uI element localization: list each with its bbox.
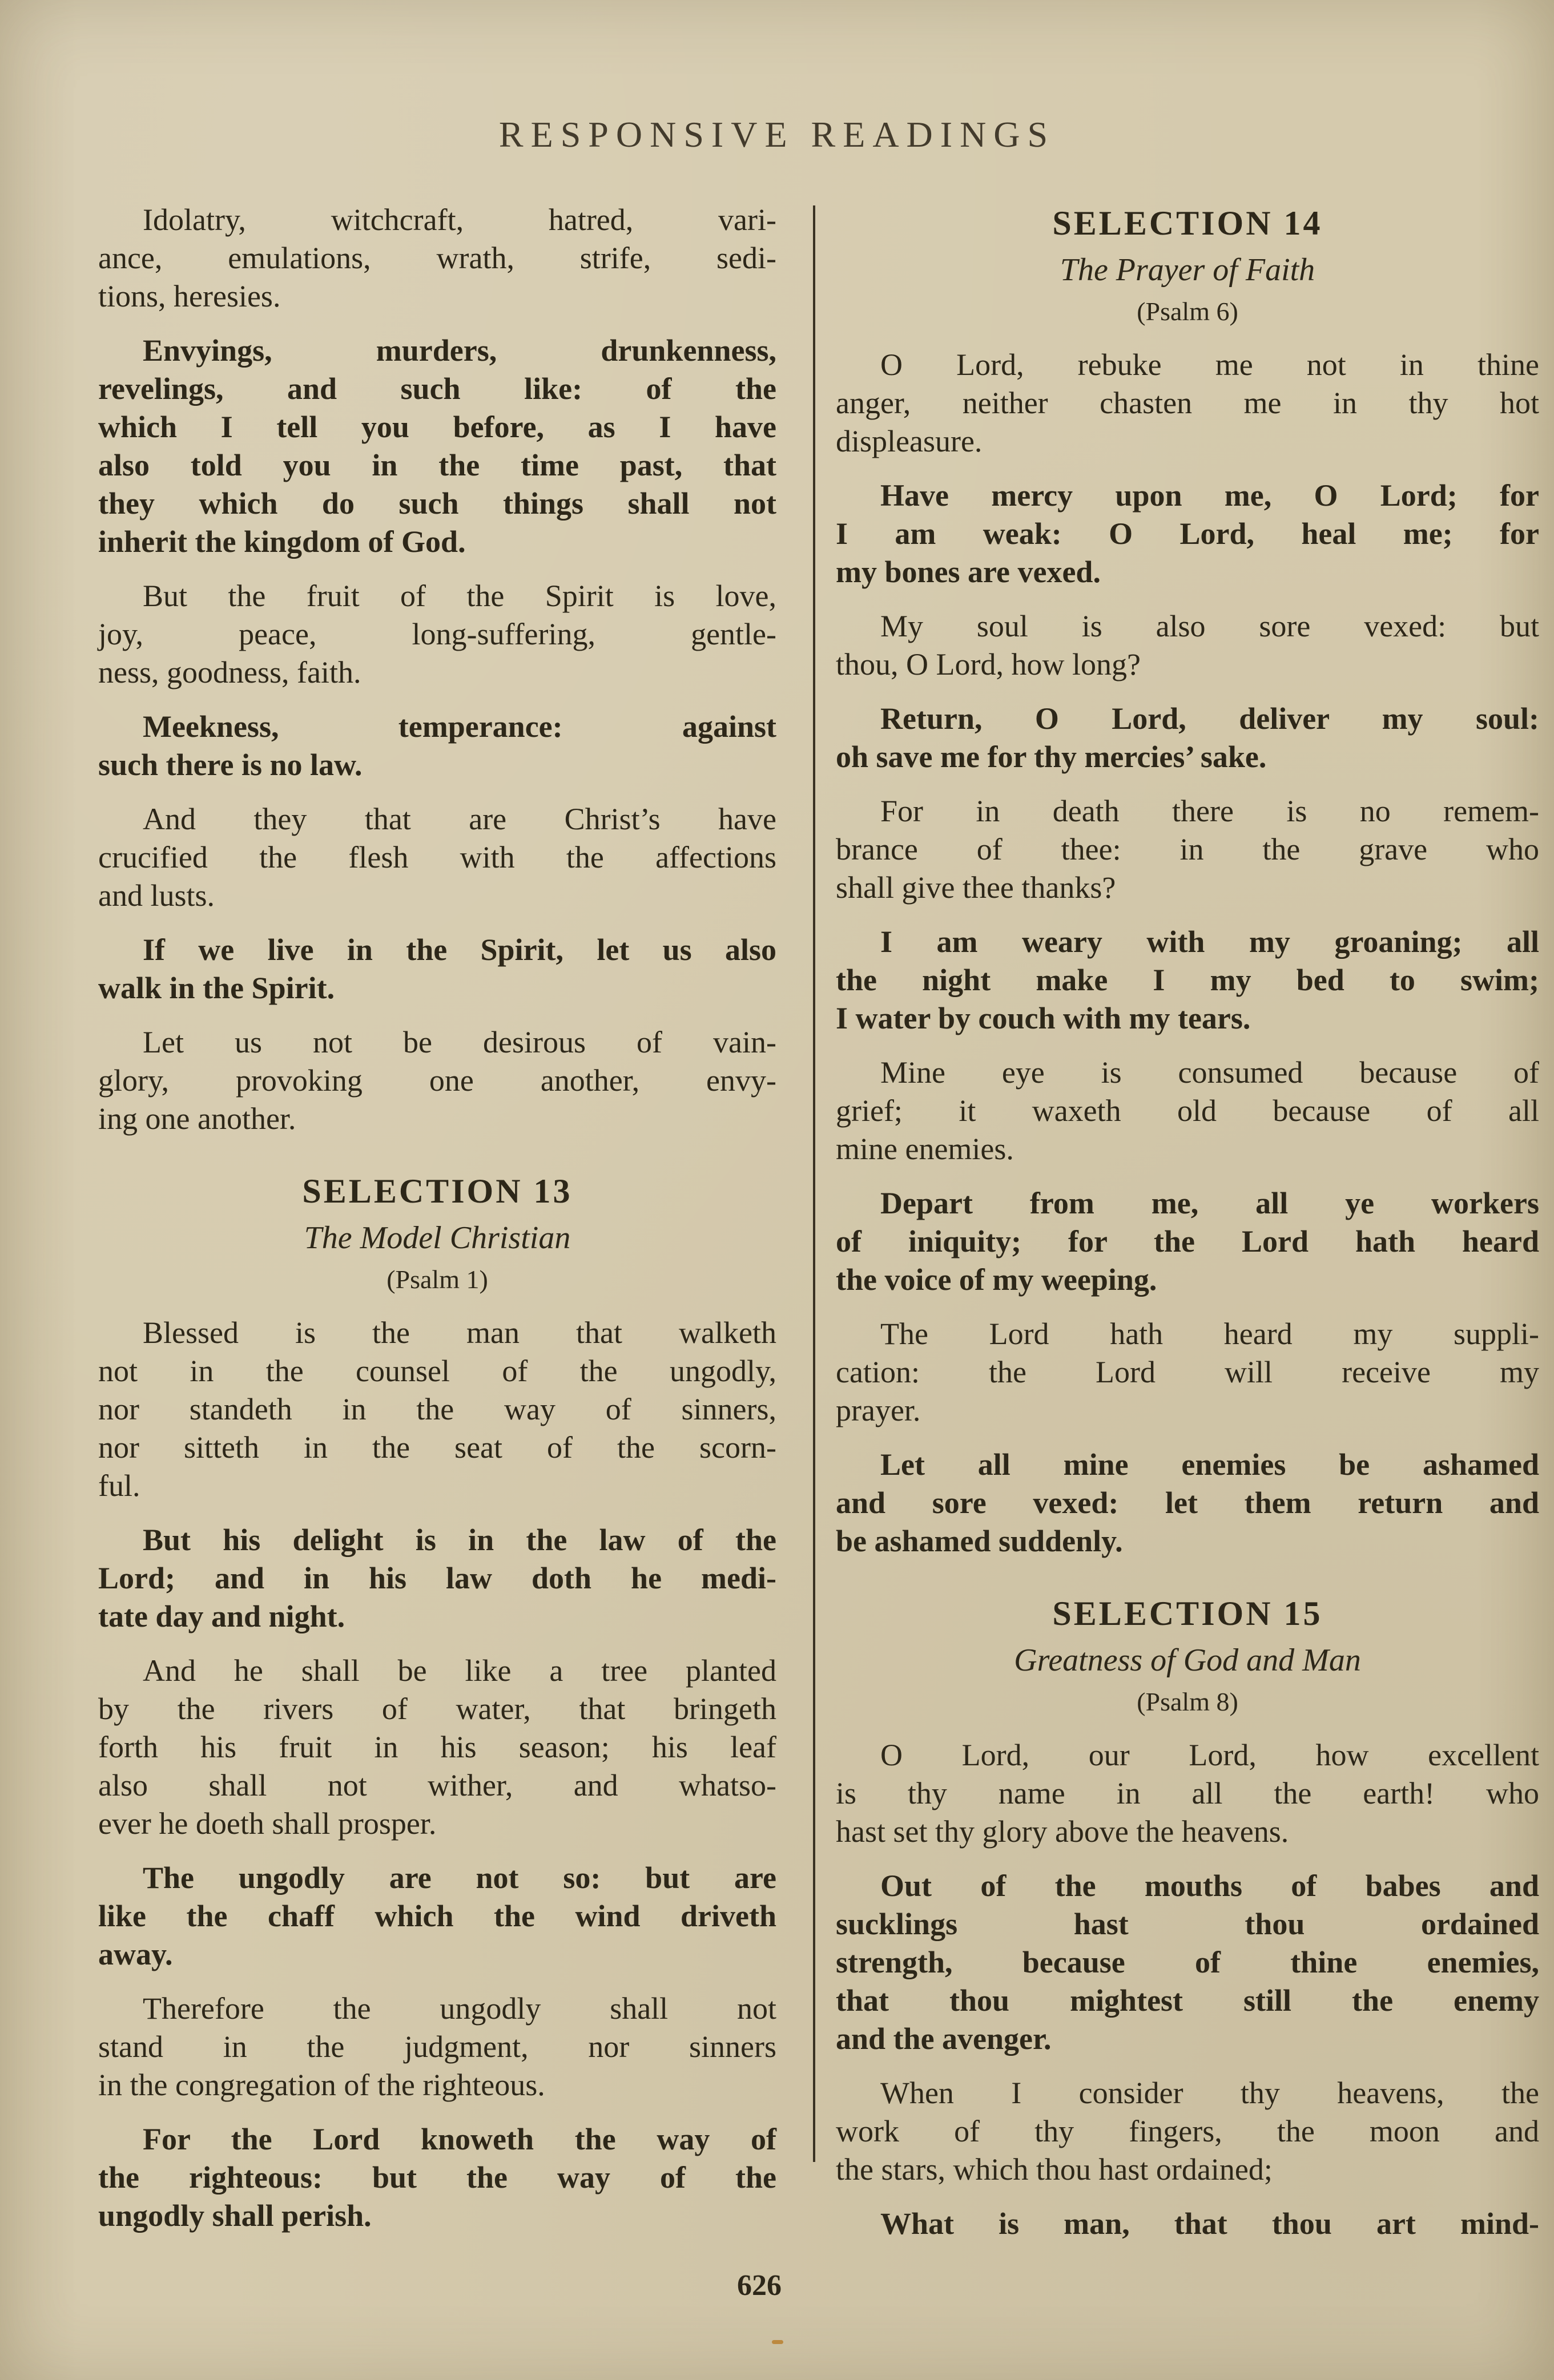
text-line: be ashamed suddenly.: [836, 1524, 1123, 1558]
scripture-paragraph: [98, 1023, 776, 1138]
text-line: that thou mightest still the enemy: [836, 1983, 1539, 2018]
page-number: 626: [737, 2269, 782, 2302]
scripture-paragraph: [836, 792, 1539, 907]
scripture-paragraph: [98, 1652, 776, 1843]
selection-title: The Prayer of Faith: [1060, 252, 1315, 288]
text-line: displeasure.: [836, 424, 983, 458]
scripture-paragraph: [836, 1054, 1539, 1168]
scripture-paragraph: [836, 607, 1539, 684]
text-line: like the chaff which the wind driveth: [98, 1899, 776, 1933]
psalm-ref: (Psalm 1): [387, 1265, 488, 1294]
text-line: the night make I my bed to swim;: [836, 963, 1539, 997]
scripture-paragraph: [98, 800, 776, 915]
scripture-paragraph: [836, 477, 1539, 591]
text-line: Have mercy upon me, O Lord; for: [880, 478, 1539, 513]
scripture-paragraph: [98, 2120, 776, 2235]
text-line: ful.: [98, 1469, 140, 1503]
selection-heading: SELECTION 15: [1052, 1595, 1323, 1632]
text-line: Therefore the ungodly shall not: [143, 1991, 776, 2026]
scripture-paragraph: [836, 1184, 1539, 1299]
text-line: grief; it waxeth old because of all: [836, 1094, 1539, 1128]
text-line: I am weak: O Lord, heal me; for: [836, 517, 1539, 551]
text-line: When I consider thy heavens, the: [880, 2076, 1539, 2110]
text-line: Envyings, murders, drunkenness,: [143, 333, 776, 368]
scripture-paragraph: [836, 1315, 1539, 1430]
text-line: And they that are Christ’s have: [143, 802, 776, 836]
text-line: nor standeth in the way of sinners,: [98, 1392, 776, 1426]
text-line: Meekness, temperance: against: [143, 709, 776, 744]
right-column: [836, 201, 1539, 2259]
scripture-paragraph: [98, 1859, 776, 1974]
text-line: they which do such things shall not: [98, 486, 776, 521]
scripture-paragraph: [98, 931, 776, 1007]
text-line: ness, goodness, faith.: [98, 655, 361, 689]
text-line: Mine eye is consumed because of: [880, 1055, 1539, 1090]
scripture-paragraph: [836, 1867, 1539, 2058]
scripture-paragraph: [98, 201, 776, 316]
text-line: What is man, that thou art mind-: [880, 2206, 1539, 2241]
scripture-paragraph: [836, 346, 1539, 461]
scripture-paragraph: [836, 2205, 1539, 2243]
psalm-ref: (Psalm 8): [1137, 1687, 1238, 1716]
selection-heading: SELECTION 13: [302, 1172, 573, 1210]
scripture-paragraph: [98, 577, 776, 692]
text-line: the voice of my weeping.: [836, 1262, 1157, 1297]
text-line: Blessed is the man that walketh: [143, 1316, 776, 1350]
text-line: not in the counsel of the ungodly,: [98, 1354, 776, 1388]
scripture-paragraph: [836, 923, 1539, 1038]
text-line: Let all mine enemies be ashamed: [880, 1447, 1539, 1482]
left-column: [98, 201, 776, 2251]
selection-title: The Model Christian: [304, 1220, 571, 1256]
text-line: nor sitteth in the seat of the scorn-: [98, 1430, 776, 1465]
scripture-paragraph: [98, 1521, 776, 1636]
page-header: RESPONSIVE READINGS: [498, 114, 1056, 155]
text-line: Let us not be desirous of vain-: [143, 1025, 776, 1059]
text-line: The Lord hath heard my suppli-: [880, 1317, 1539, 1351]
text-line: work of thy fingers, the moon and: [836, 2114, 1539, 2148]
text-line: tate day and night.: [98, 1599, 345, 1633]
text-line: I am weary with my groaning; all: [880, 925, 1539, 959]
text-line: shall give thee thanks?: [836, 870, 1116, 905]
text-line: brance of thee: in the grave who: [836, 832, 1539, 866]
text-line: by the rivers of water, that bringeth: [98, 1692, 776, 1726]
text-line: walk in the Spirit.: [98, 971, 335, 1005]
text-line: strength, because of thine enemies,: [836, 1945, 1539, 1979]
text-line: But his delight is in the law of the: [143, 1523, 776, 1557]
text-line: tions, heresies.: [98, 279, 281, 313]
text-line: forth his fruit in his season; his leaf: [98, 1730, 776, 1764]
text-line: O Lord, our Lord, how excellent: [880, 1738, 1539, 1772]
text-line: Out of the mouths of babes and: [880, 1869, 1539, 1903]
text-line: ing one another.: [98, 1102, 296, 1136]
text-line: Depart from me, all ye workers: [880, 1186, 1539, 1220]
text-line: and lusts.: [98, 878, 215, 913]
scripture-paragraph: [836, 700, 1539, 776]
scripture-paragraph: [836, 2074, 1539, 2189]
selection-title: Greatness of God and Man: [1014, 1643, 1361, 1678]
text-line: and sore vexed: let them return and: [836, 1486, 1539, 1520]
text-line: also shall not wither, and whatso-: [98, 1768, 776, 1802]
text-line: ance, emulations, wrath, strife, sedi-: [98, 241, 776, 275]
columns-container: [98, 201, 1539, 2259]
text-line: inherit the kingdom of God.: [98, 525, 466, 559]
text-line: ever he doeth shall prosper.: [98, 1806, 437, 1841]
text-line: For in death there is no remem-: [880, 794, 1539, 828]
text-line: hast set thy glory above the heavens.: [836, 1814, 1289, 1849]
text-line: also told you in the time past, that: [98, 448, 776, 482]
scripture-paragraph: [98, 332, 776, 561]
text-line: And he shall be like a tree planted: [143, 1653, 776, 1688]
text-line: revelings, and such like: of the: [98, 372, 776, 406]
text-line: O Lord, rebuke me not in thine: [880, 348, 1539, 382]
text-line: in the congregation of the righteous.: [98, 2068, 545, 2102]
text-line: my bones are vexed.: [836, 555, 1101, 589]
text-line: stand in the judgment, nor sinners: [98, 2030, 776, 2064]
text-line: mine enemies.: [836, 1132, 1014, 1166]
text-line: such there is no law.: [98, 748, 363, 782]
text-line: anger, neither chasten me in thy hot: [836, 386, 1539, 420]
psalm-ref: (Psalm 6): [1137, 297, 1238, 326]
text-line: crucified the flesh with the affections: [98, 840, 776, 874]
text-line: is thy name in all the earth! who: [836, 1776, 1539, 1810]
text-line: glory, provoking one another, envy-: [98, 1063, 776, 1098]
text-line: I water by couch with my tears.: [836, 1001, 1251, 1035]
text-line: Lord; and in his law doth he medi-: [98, 1561, 776, 1595]
text-line: joy, peace, long-suffering, gentle-: [98, 617, 776, 651]
text-line: But the fruit of the Spirit is love,: [143, 579, 776, 613]
text-line: Idolatry, witchcraft, hatred, vari-: [143, 203, 776, 237]
scripture-paragraph: [836, 1446, 1539, 1560]
text-line: My soul is also sore vexed: but: [880, 609, 1539, 643]
text-line: of iniquity; for the Lord hath heard: [836, 1224, 1539, 1258]
scripture-paragraph: [98, 1990, 776, 2104]
text-line: the stars, which thou hast ordained;: [836, 2152, 1273, 2187]
text-line: which I tell you before, as I have: [98, 410, 776, 444]
text-line: The ungodly are not so: but are: [143, 1861, 776, 1895]
scripture-paragraph: [836, 1736, 1539, 1851]
column-divider-rule: [813, 205, 815, 2162]
text-line: oh save me for thy mercies’ sake.: [836, 740, 1267, 774]
text-line: the righteous: but the way of the: [98, 2160, 776, 2195]
text-line: Return, O Lord, deliver my soul:: [880, 701, 1539, 736]
text-line: cation: the Lord will receive my: [836, 1355, 1539, 1389]
scripture-paragraph: [98, 1314, 776, 1505]
scripture-paragraph: [98, 708, 776, 784]
text-line: If we live in the Spirit, let us also: [143, 933, 776, 967]
text-line: prayer.: [836, 1393, 921, 1427]
text-line: and the avenger.: [836, 2022, 1052, 2056]
text-line: away.: [98, 1937, 173, 1971]
paper-stain: [772, 2340, 783, 2344]
text-line: sucklings hast thou ordained: [836, 1907, 1539, 1941]
selection-heading: SELECTION 14: [1052, 204, 1323, 242]
text-line: ungodly shall perish.: [98, 2199, 372, 2233]
text-line: For the Lord knoweth the way of: [143, 2122, 776, 2156]
text-line: thou, O Lord, how long?: [836, 647, 1141, 681]
